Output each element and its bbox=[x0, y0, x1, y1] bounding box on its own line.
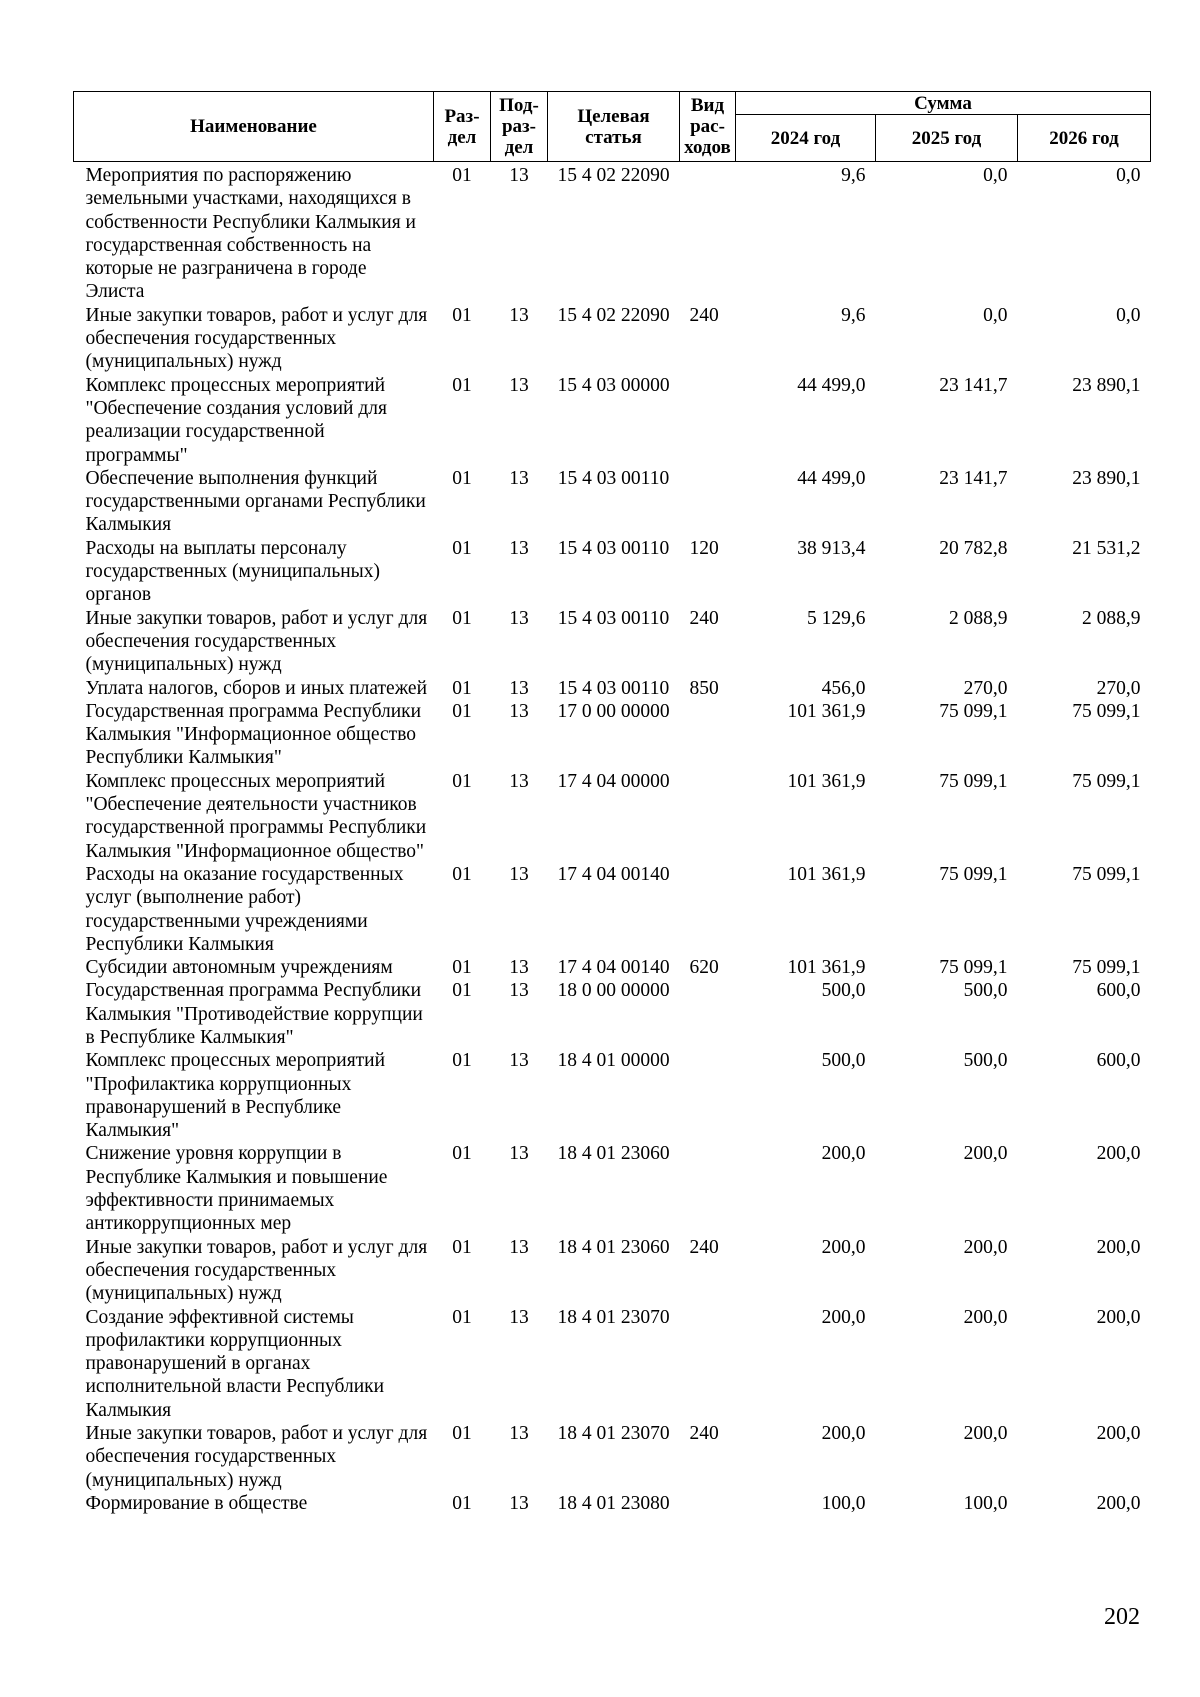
cell-razdel: 01 bbox=[452, 957, 472, 979]
table-row bbox=[74, 863, 1151, 956]
table-header bbox=[74, 92, 1151, 162]
cell-2025: 23 141,7 bbox=[939, 467, 1008, 489]
cell-2025: 200,0 bbox=[963, 1306, 1008, 1328]
cell-vid: 620 bbox=[689, 957, 719, 979]
cell-podrazdel: 13 bbox=[509, 1236, 529, 1258]
budget-table bbox=[73, 91, 1151, 1515]
cell-2025: 23 141,7 bbox=[939, 374, 1008, 396]
cell-vid bbox=[680, 1049, 736, 1142]
cell-statya: 15 4 02 22090 bbox=[557, 165, 670, 186]
cell-podrazdel: 13 bbox=[509, 537, 529, 559]
header-razdel bbox=[434, 92, 491, 162]
cell-podrazdel: 13 bbox=[509, 1143, 529, 1165]
cell-name: Государственная программа Республики Калмыкия "Информационное общество Республики Калмыкия" bbox=[85, 700, 422, 769]
table-row bbox=[74, 770, 1151, 863]
cell-2025: 0,0 bbox=[983, 165, 1008, 186]
cell-2024: 101 361,9 bbox=[787, 770, 866, 792]
cell-2025: 500,0 bbox=[963, 980, 1008, 1002]
cell-statya: 17 4 04 00000 bbox=[557, 770, 670, 792]
cell-name: Комплекс процессных мероприятий "Профилактика коррупционных правонарушений в Республике Калмыкия" bbox=[85, 1050, 386, 1142]
cell-podrazdel: 13 bbox=[509, 957, 529, 979]
header-vid bbox=[680, 92, 736, 162]
cell-2025: 100,0 bbox=[963, 1492, 1008, 1514]
header-summa: Сумма bbox=[736, 92, 1151, 115]
cell-2024: 9,6 bbox=[841, 304, 866, 326]
cell-name: Комплекс процессных мероприятий "Обеспечение деятельности участников государственной программы Республики Калмыкия "Информационное общество" bbox=[85, 770, 427, 862]
cell-name: Формирование в обществе bbox=[85, 1492, 308, 1514]
header-podrazdel bbox=[491, 92, 548, 162]
cell-2026: 200,0 bbox=[1096, 1306, 1141, 1328]
cell-2025: 200,0 bbox=[963, 1236, 1008, 1258]
table-body bbox=[74, 162, 1151, 1516]
cell-2024: 200,0 bbox=[821, 1306, 866, 1328]
cell-2024: 5 129,6 bbox=[807, 607, 866, 629]
table-row bbox=[74, 956, 1151, 979]
table-row bbox=[74, 979, 1151, 1049]
cell-2025: 500,0 bbox=[963, 1050, 1008, 1072]
cell-statya: 18 4 01 23080 bbox=[557, 1492, 670, 1514]
cell-2026: 23 890,1 bbox=[1072, 374, 1141, 396]
cell-2026: 75 099,1 bbox=[1072, 863, 1141, 885]
cell-2026: 0,0 bbox=[1116, 165, 1141, 186]
cell-podrazdel: 13 bbox=[509, 980, 529, 1002]
cell-2025: 20 782,8 bbox=[939, 537, 1008, 559]
cell-2024: 9,6 bbox=[841, 165, 866, 186]
cell-vid bbox=[680, 1142, 736, 1235]
header-year-2025: 2025 год bbox=[876, 115, 1018, 162]
cell-podrazdel: 13 bbox=[509, 607, 529, 629]
cell-vid bbox=[680, 770, 736, 863]
cell-razdel: 01 bbox=[452, 467, 472, 489]
cell-statya: 18 4 01 23060 bbox=[557, 1236, 670, 1258]
cell-2024: 200,0 bbox=[821, 1423, 866, 1445]
cell-2024: 44 499,0 bbox=[797, 467, 866, 489]
cell-2025: 75 099,1 bbox=[939, 957, 1008, 979]
header-name: Наименование bbox=[74, 92, 434, 162]
table-row bbox=[74, 607, 1151, 677]
table-row bbox=[74, 304, 1151, 374]
cell-2025: 200,0 bbox=[963, 1143, 1008, 1165]
cell-statya: 15 4 03 00000 bbox=[557, 374, 670, 396]
cell-2024: 101 361,9 bbox=[787, 957, 866, 979]
table-row bbox=[74, 1492, 1151, 1515]
cell-vid bbox=[680, 863, 736, 956]
cell-podrazdel: 13 bbox=[509, 467, 529, 489]
cell-vid: 120 bbox=[689, 537, 719, 559]
cell-2026: 75 099,1 bbox=[1072, 700, 1141, 722]
cell-razdel: 01 bbox=[452, 374, 472, 396]
cell-name: Снижение уровня коррупции в Республике Калмыкия и повышение эффективности принимаемых антикоррупционных мер bbox=[85, 1143, 388, 1235]
table-row bbox=[74, 677, 1151, 700]
cell-2026: 75 099,1 bbox=[1072, 957, 1141, 979]
cell-name: Иные закупки товаров, работ и услуг для обеспечения государственных (муниципальных) нужд bbox=[85, 607, 428, 676]
table-row bbox=[74, 1049, 1151, 1142]
cell-vid bbox=[680, 1306, 736, 1422]
table-row bbox=[74, 1142, 1151, 1235]
cell-razdel: 01 bbox=[452, 165, 472, 186]
cell-razdel: 01 bbox=[452, 677, 472, 699]
cell-statya: 15 4 03 00110 bbox=[557, 537, 670, 559]
cell-2026: 2 088,9 bbox=[1082, 607, 1141, 629]
cell-razdel: 01 bbox=[452, 1423, 472, 1445]
cell-2025: 0,0 bbox=[983, 304, 1008, 326]
cell-statya: 15 4 03 00110 bbox=[557, 677, 670, 699]
cell-vid bbox=[680, 1492, 736, 1515]
cell-2026: 23 890,1 bbox=[1072, 467, 1141, 489]
cell-2026: 200,0 bbox=[1096, 1492, 1141, 1514]
cell-2024: 456,0 bbox=[821, 677, 866, 699]
cell-razdel: 01 bbox=[452, 1236, 472, 1258]
cell-podrazdel: 13 bbox=[509, 374, 529, 396]
cell-vid: 850 bbox=[689, 677, 719, 699]
cell-2026: 75 099,1 bbox=[1072, 770, 1141, 792]
cell-2026: 600,0 bbox=[1096, 1050, 1141, 1072]
cell-name: Мероприятия по распоряжению земельными участками, находящихся в собственности Республики Калмыкия и государственная собственность на которые не разграничена в городе Элиста bbox=[85, 165, 416, 303]
cell-name: Расходы на выплаты персоналу государственных (муниципальных) органов bbox=[85, 537, 381, 606]
cell-2024: 200,0 bbox=[821, 1236, 866, 1258]
cell-name: Создание эффективной системы профилактики коррупционных правонарушений в органах исполнительной власти Республики Калмыкия bbox=[85, 1306, 385, 1421]
cell-podrazdel: 13 bbox=[509, 1050, 529, 1072]
header-statya-text: Целевая статья bbox=[577, 105, 650, 148]
header-vid-text: Вид рас- ходов bbox=[684, 95, 731, 158]
cell-2024: 100,0 bbox=[821, 1492, 866, 1514]
cell-name: Обеспечение выполнения функций государственными органами Республики Калмыкия bbox=[85, 467, 426, 536]
cell-vid: 240 bbox=[689, 1236, 719, 1258]
cell-name: Расходы на оказание государственных услуг (выполнение работ) государственными учреждениями Республики Калмыкия bbox=[85, 863, 404, 955]
cell-statya: 15 4 03 00110 bbox=[557, 607, 670, 629]
cell-statya: 17 4 04 00140 bbox=[557, 957, 670, 979]
cell-2026: 200,0 bbox=[1096, 1423, 1141, 1445]
cell-statya: 15 4 02 22090 bbox=[557, 304, 670, 326]
header-podrazdel-text: Под- раз- дел bbox=[499, 95, 539, 158]
cell-2025: 200,0 bbox=[963, 1423, 1008, 1445]
cell-podrazdel: 13 bbox=[509, 700, 529, 722]
cell-2024: 500,0 bbox=[821, 980, 866, 1002]
header-razdel-text: Раз- дел bbox=[444, 105, 480, 148]
cell-podrazdel: 13 bbox=[509, 304, 529, 326]
cell-name: Иные закупки товаров, работ и услуг для обеспечения государственных (муниципальных) нужд bbox=[85, 1236, 428, 1305]
table-row bbox=[74, 467, 1151, 537]
cell-razdel: 01 bbox=[452, 1492, 472, 1514]
cell-podrazdel: 13 bbox=[509, 770, 529, 792]
cell-name: Государственная программа Республики Калмыкия "Противодействие коррупции в Республике Калмыкия" bbox=[85, 980, 423, 1048]
cell-2025: 75 099,1 bbox=[939, 770, 1008, 792]
cell-podrazdel: 13 bbox=[509, 677, 529, 699]
cell-2024: 500,0 bbox=[821, 1050, 866, 1072]
cell-2026: 0,0 bbox=[1116, 304, 1141, 326]
cell-2024: 44 499,0 bbox=[797, 374, 866, 396]
cell-podrazdel: 13 bbox=[509, 1423, 529, 1445]
table-row bbox=[74, 1306, 1151, 1422]
cell-podrazdel: 13 bbox=[509, 165, 529, 186]
cell-name: Уплата налогов, сборов и иных платежей bbox=[85, 677, 428, 699]
page-number: 202 bbox=[1104, 1604, 1140, 1630]
cell-podrazdel: 13 bbox=[509, 1306, 529, 1328]
cell-razdel: 01 bbox=[452, 770, 472, 792]
cell-statya: 18 4 01 00000 bbox=[557, 1050, 670, 1072]
cell-statya: 17 0 00 00000 bbox=[557, 700, 670, 722]
cell-razdel: 01 bbox=[452, 537, 472, 559]
cell-2024: 38 913,4 bbox=[797, 537, 866, 559]
table-row bbox=[74, 537, 1151, 607]
cell-razdel: 01 bbox=[452, 304, 472, 326]
cell-vid bbox=[680, 467, 736, 537]
cell-razdel: 01 bbox=[452, 863, 472, 885]
cell-razdel: 01 bbox=[452, 607, 472, 629]
cell-statya: 18 4 01 23070 bbox=[557, 1306, 670, 1328]
cell-2025: 75 099,1 bbox=[939, 700, 1008, 722]
cell-vid: 240 bbox=[689, 1423, 719, 1445]
table-row bbox=[74, 374, 1151, 467]
cell-razdel: 01 bbox=[452, 980, 472, 1002]
cell-name: Иные закупки товаров, работ и услуг для обеспечения государственных (муниципальных) нужд bbox=[85, 1423, 428, 1491]
cell-2026: 600,0 bbox=[1096, 980, 1141, 1002]
table-row bbox=[74, 1236, 1151, 1306]
cell-vid bbox=[680, 979, 736, 1049]
cell-2026: 21 531,2 bbox=[1072, 537, 1141, 559]
cell-statya: 18 4 01 23060 bbox=[557, 1143, 670, 1165]
cell-statya: 18 4 01 23070 bbox=[557, 1423, 670, 1445]
cell-2025: 75 099,1 bbox=[939, 863, 1008, 885]
table-row bbox=[74, 162, 1151, 304]
cell-2025: 2 088,9 bbox=[949, 607, 1008, 629]
cell-vid bbox=[680, 700, 736, 770]
cell-statya: 17 4 04 00140 bbox=[557, 863, 670, 885]
cell-name: Иные закупки товаров, работ и услуг для обеспечения государственных (муниципальных) нужд bbox=[85, 304, 428, 373]
table-row bbox=[74, 700, 1151, 770]
cell-name: Субсидии автономным учреждениям bbox=[85, 957, 393, 979]
cell-razdel: 01 bbox=[452, 700, 472, 722]
cell-podrazdel: 13 bbox=[509, 863, 529, 885]
cell-statya: 18 0 00 00000 bbox=[557, 980, 670, 1002]
cell-2026: 270,0 bbox=[1096, 677, 1141, 699]
cell-vid: 240 bbox=[689, 304, 719, 326]
cell-name: Комплекс процессных мероприятий "Обеспечение создания условий для реализации государственной программы" bbox=[85, 374, 387, 466]
cell-2024: 200,0 bbox=[821, 1143, 866, 1165]
cell-statya: 15 4 03 00110 bbox=[557, 467, 670, 489]
budget-table-container bbox=[73, 91, 1150, 1515]
cell-vid: 240 bbox=[689, 607, 719, 629]
cell-podrazdel: 13 bbox=[509, 1492, 529, 1514]
cell-2024: 101 361,9 bbox=[787, 863, 866, 885]
cell-vid bbox=[680, 162, 736, 304]
cell-2026: 200,0 bbox=[1096, 1236, 1141, 1258]
cell-2025: 270,0 bbox=[963, 677, 1008, 699]
cell-razdel: 01 bbox=[452, 1306, 472, 1328]
cell-2026: 200,0 bbox=[1096, 1143, 1141, 1165]
table-row bbox=[74, 1422, 1151, 1492]
cell-razdel: 01 bbox=[452, 1050, 472, 1072]
header-year-2026: 2026 год bbox=[1018, 115, 1151, 162]
header-year-2024: 2024 год bbox=[736, 115, 876, 162]
cell-vid bbox=[680, 374, 736, 467]
header-statya bbox=[548, 92, 680, 162]
cell-razdel: 01 bbox=[452, 1143, 472, 1165]
cell-2024: 101 361,9 bbox=[787, 700, 866, 722]
